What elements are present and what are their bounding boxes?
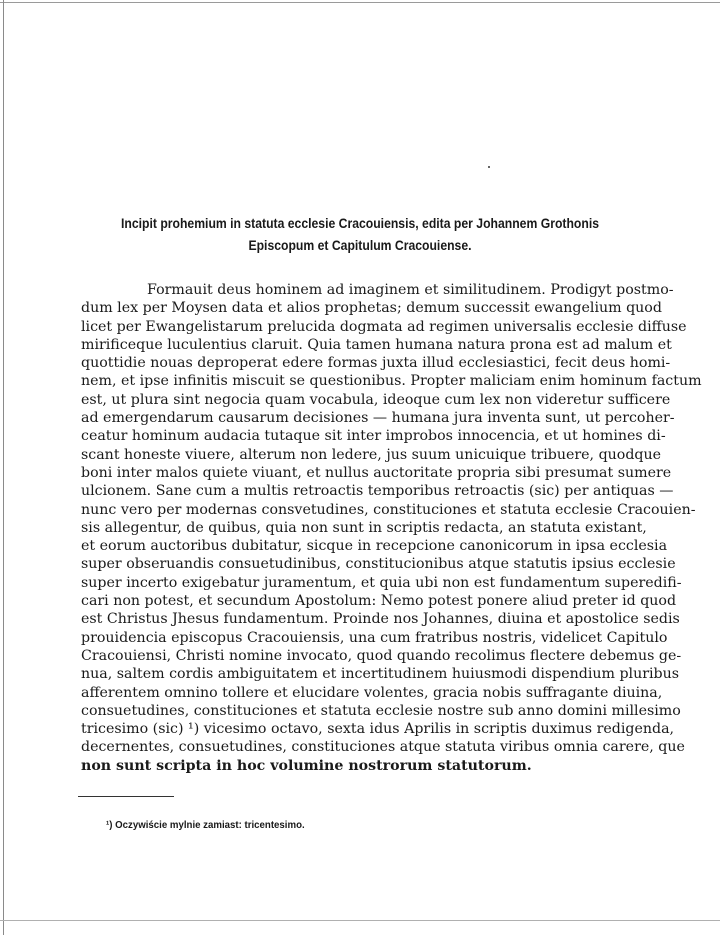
footnote-rule	[78, 796, 174, 797]
body-line: nua, saltem cordis ambiguitatem et incertitudinem huiusmodi dispendium pluribus	[81, 666, 680, 683]
body-line: nem, et ipse infinitis miscuit se questionibus. Propter maliciam enim hominum factum	[81, 373, 702, 390]
body-line: nunc vero per modernas consvetudines, constituciones et statuta ecclesie Cracouien-	[81, 501, 696, 518]
body-line: ulcionem. Sane cum a multis retroactis temporibus retroactis (sic) per antiquas —	[81, 483, 674, 500]
body-line: decernentes, consuetudines, constituciones atque statuta viribus omnia carere, que	[81, 739, 685, 756]
body-line: dum lex per Moysen data et alios prophetas; demum successit ewangelium quod	[81, 300, 662, 317]
body-line: super incerto exigebatur juramentum, et quia ubi non est fundamentum superedifi-	[81, 574, 682, 591]
body-line: ceatur hominum audacia tutaque sit inter improbos innocencia, et ut homines di-	[81, 428, 666, 445]
page-edge-left	[3, 0, 4, 935]
footnote-text: Oczywiście mylnie zamiast: tricentesimo.	[115, 819, 305, 831]
body-line: consuetudines, constituciones et statuta ecclesie nostre sub anno domini millesimo	[81, 702, 681, 719]
body-line: afferentem omnino tollere et elucidare volentes, gracia nobis suffragante diuina,	[81, 684, 663, 701]
body-line: et eorum auctoribus dubitatur, sicque in recepcione canonicorum in ipsa ecclesia	[81, 538, 668, 555]
page-edge-top	[0, 2, 720, 3]
body-line: mirificeque luculentius claruit. Quia tamen humana natura prona est ad malum et	[81, 336, 672, 353]
body-line: sis allegentur, de quibus, quia non sunt in scriptis redacta, an statuta existant,	[81, 519, 647, 536]
body-line: licet per Ewangelistarum prelucida dogmata ad regimen universalis ecclesie diffuse	[81, 318, 687, 335]
heading-line-2: Episcopum et Capitulum Cracouiense.	[248, 238, 472, 254]
body-line: scant honeste viuere, alterum non ledere, jus suum unicuique tribuere, quodque	[81, 446, 662, 463]
heading-line-1: Incipit prohemium in statuta ecclesie Cracouiensis, edita per Johannem Grothonis	[121, 216, 599, 232]
body-line: Formauit deus hominem ad imaginem et similitudinem. Prodigyt postmo-	[147, 282, 674, 298]
body-line: cari non potest, et secundum Apostolum: Nemo potest ponere aliud preter id quod	[81, 593, 677, 610]
page-heading	[119, 213, 601, 257]
body-line: Cracouiensi, Christi nomine invocato, quod quando recolimus flectere debemus ge-	[81, 647, 682, 664]
page-edge-bottom	[0, 920, 720, 921]
body-line: non sunt scripta in hoc volumine nostrorum statutorum.	[81, 757, 532, 774]
body-paragraph	[81, 281, 702, 775]
body-line: prouidencia episcopus Cracouiensis, una cum fratribus nostris, videlicet Capitulo	[81, 629, 668, 646]
body-line: quottidie nouas deproperat edere formas juxta illud ecclesiastici, fecit deus homi-	[81, 355, 671, 372]
footnote-marker: ¹)	[106, 819, 113, 831]
body-line: est, ut plura sint negocia quam vocabula, ideoque cum lex non videretur sufficere	[81, 391, 671, 408]
footnote	[106, 818, 305, 832]
print-speck	[488, 166, 490, 168]
body-line: ad emergendarum causarum decisiones — humana jura inventa sunt, ut percoher-	[81, 410, 675, 427]
body-line: super obseruandis consuetudinibus, constitucionibus atque statutis ipsius ecclesie	[81, 556, 676, 573]
body-line: boni inter malos quiete viuant, et nullus auctoritate propria sibi presumat sumere	[81, 464, 672, 481]
body-line: tricesimo (sic) ¹) vicesimo octavo, sexta idus Aprilis in scriptis duximus redigenda,	[81, 721, 675, 738]
body-line: est Christus Jhesus fundamentum. Proinde nos Johannes, diuina et apostolice sedis	[81, 611, 680, 628]
